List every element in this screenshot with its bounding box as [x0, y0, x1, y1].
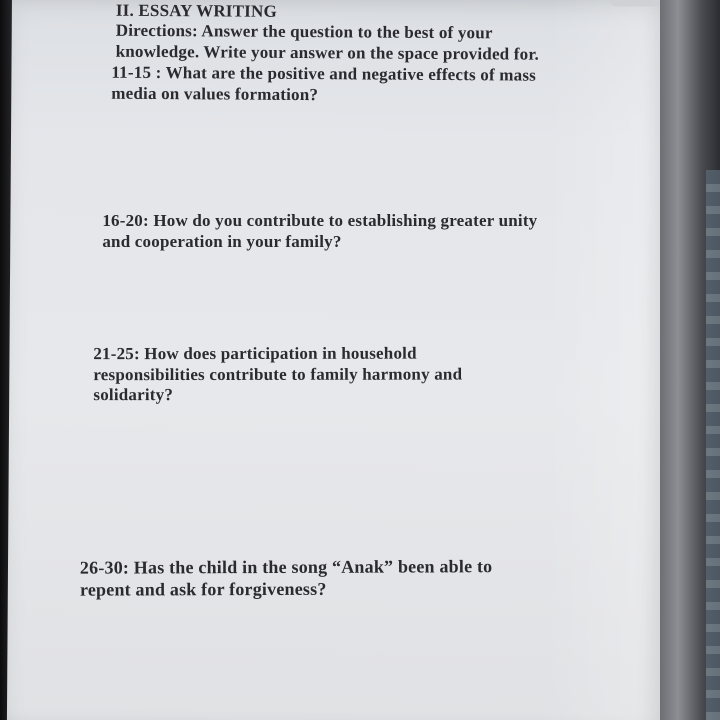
- section-heading-text: II. ESSAY WRITING: [115, 0, 277, 21]
- question-line: 11-15 : What are the positive and negative effects of mass: [111, 62, 537, 85]
- section-heading: [116, 1, 277, 23]
- screen-glare: [543, 0, 668, 720]
- worksheet-page: [7, 0, 668, 720]
- question-line: media on values formation?: [111, 83, 319, 104]
- question-line: 21-25: How does participation in household: [93, 343, 417, 364]
- question-line: repent and ask for forgiveness?: [79, 578, 327, 600]
- directions: [116, 21, 540, 65]
- question-line: 16-20: How do you contribute to establishing greater unity: [102, 211, 538, 231]
- question-21-25: [93, 344, 462, 406]
- question-line: and cooperation in your family?: [102, 231, 342, 251]
- question-11-15: [111, 63, 536, 107]
- question-line: 26-30: Has the child in the song “Anak” been able to: [79, 556, 493, 578]
- question-line: responsibilities contribute to family harmony and: [93, 364, 463, 384]
- question-16-20: [102, 211, 537, 252]
- question-26-30: [80, 555, 493, 600]
- question-line: solidarity?: [93, 385, 174, 405]
- directions-line: knowledge. Write your answer on the space provided for.: [115, 41, 540, 64]
- directions-line: Directions: Answer the question to the best of your: [115, 20, 493, 43]
- background-window-strip: [706, 170, 720, 720]
- top-edge-tab: [610, 0, 666, 7]
